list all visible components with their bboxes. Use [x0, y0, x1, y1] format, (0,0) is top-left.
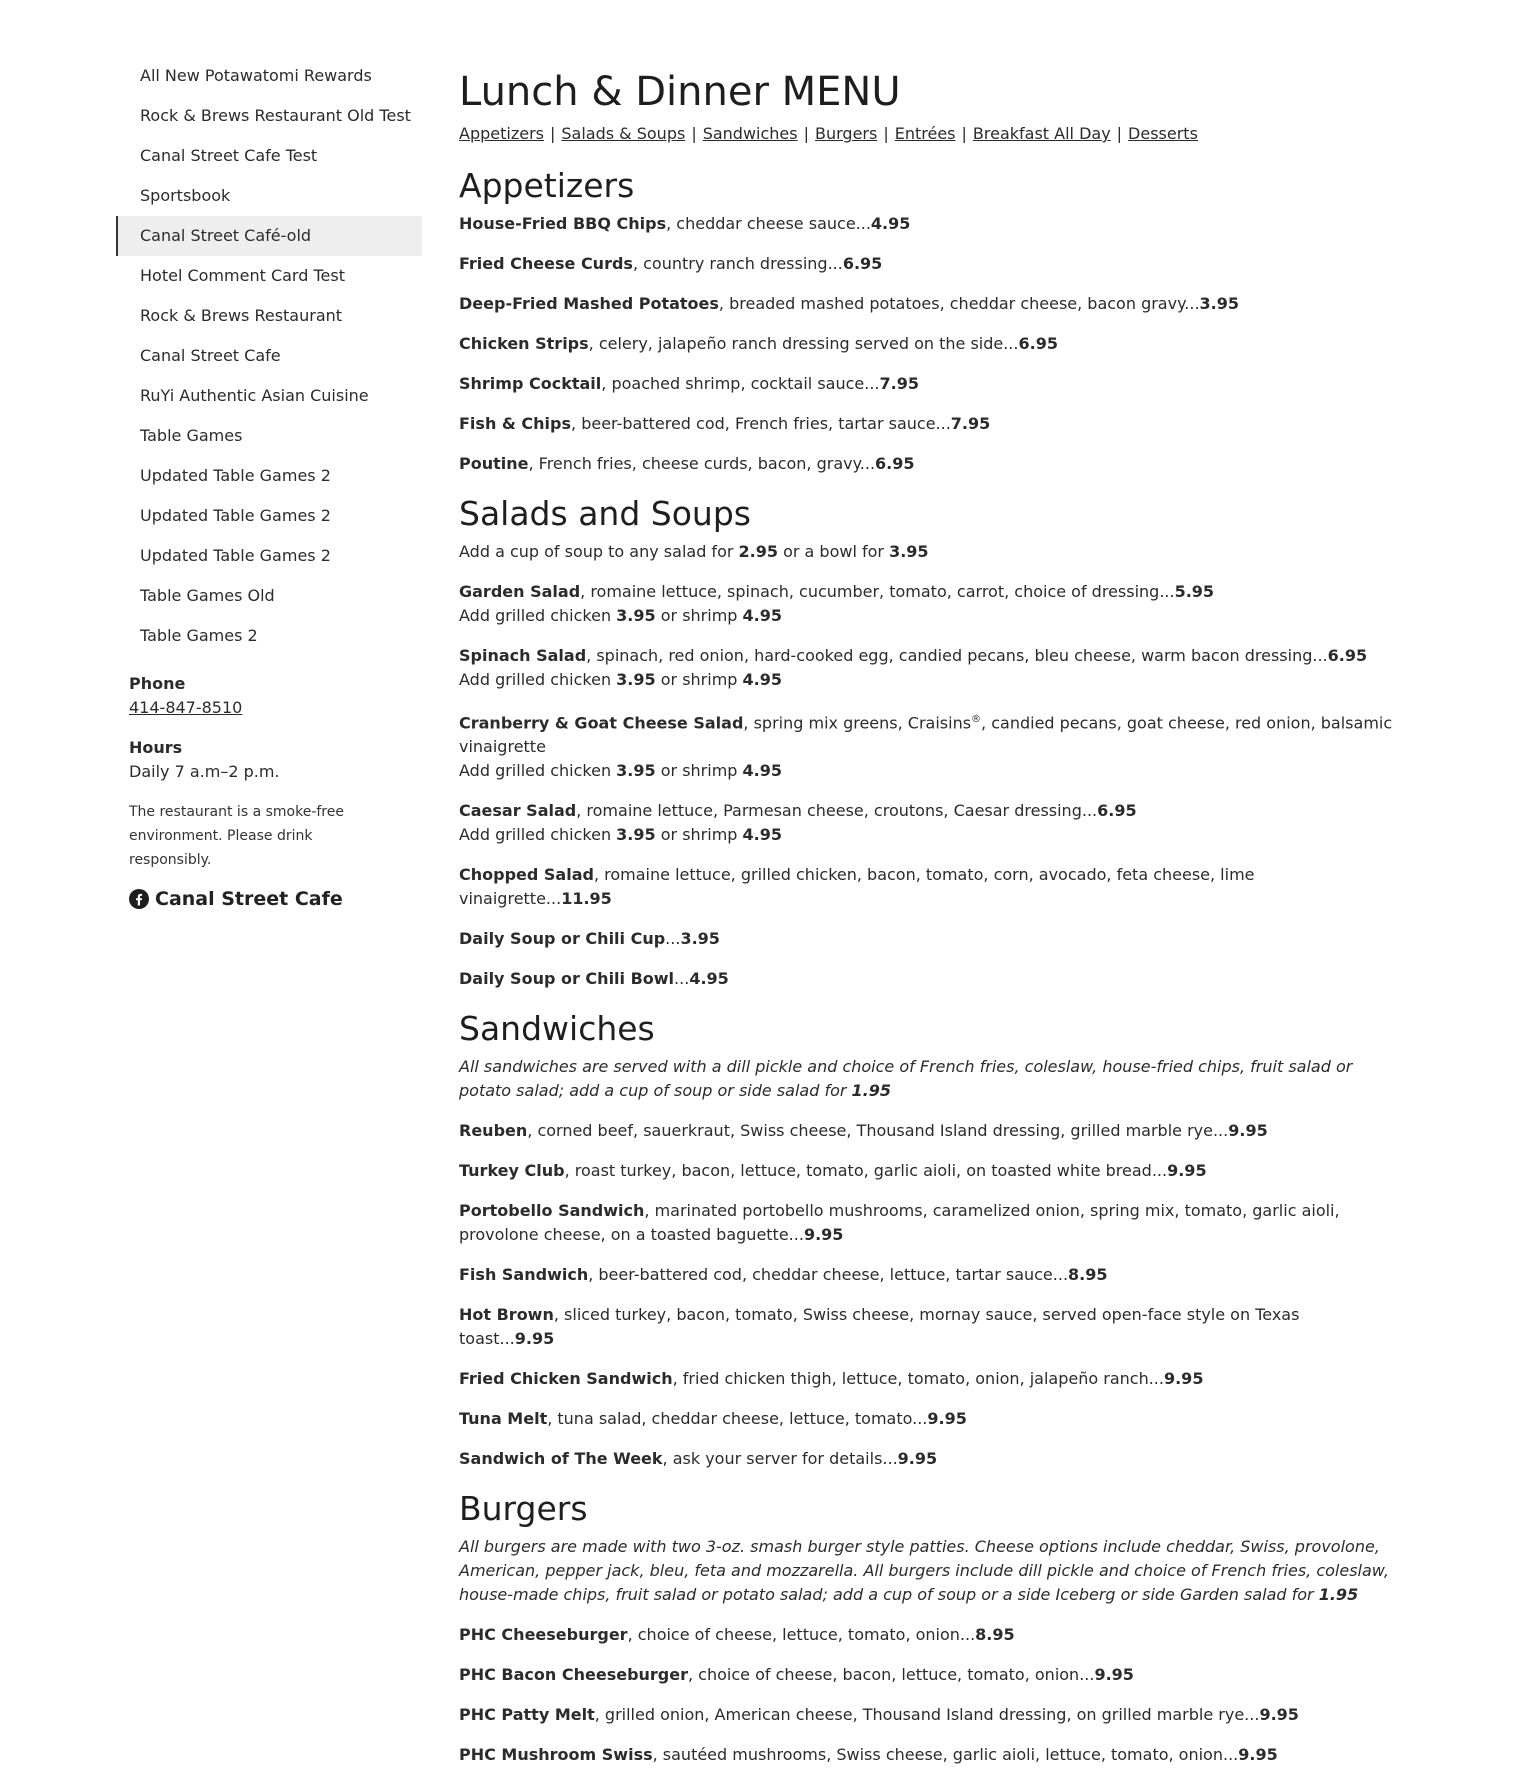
sidebar-item[interactable]: Canal Street Cafe	[140, 346, 281, 365]
section-heading-appetizers: Appetizers	[459, 166, 635, 205]
contact-info	[116, 672, 422, 910]
sidebar-item[interactable]: Hotel Comment Card Test	[140, 266, 345, 285]
menu-item: Sandwich of The Week, ask your server for details...9.95	[459, 1449, 938, 1469]
sidebar-item-active[interactable]: Canal Street Café-old	[116, 216, 422, 256]
tab-desserts[interactable]: Desserts	[1128, 124, 1198, 143]
sidebar-nav	[116, 56, 422, 656]
separator: |	[961, 124, 967, 143]
menu-item: PHC Patty Melt, grilled onion, American cheese, Thousand Island dressing, on grilled marble rye...9.95	[459, 1705, 1299, 1725]
menu-item: PHC Mushroom Swiss, sautéed mushrooms, Swiss cheese, garlic aioli, lettuce, tomato, onion...9.95	[459, 1745, 1278, 1765]
menu-item: Tuna Melt, tuna salad, cheddar cheese, lettuce, tomato...9.95	[459, 1409, 967, 1429]
tab-breakfast[interactable]: Breakfast All Day	[972, 124, 1111, 143]
menu-item: Spinach Salad, spinach, red onion, hard-cooked egg, candied pecans, bleu cheese, warm bacon dressing...6.95 Add grilled chicken 3.95 or shrimp 4.95	[459, 646, 1368, 689]
phone-link[interactable]: 414-847-8510	[129, 698, 243, 717]
menu-item: Daily Soup or Chili Cup...3.95	[459, 929, 720, 949]
sidebar-item[interactable]: Table Games 2	[140, 626, 258, 645]
sidebar-item[interactable]: Table Games	[140, 426, 243, 445]
sidebar-item[interactable]: Updated Table Games 2	[140, 546, 331, 565]
sidebar-item[interactable]: Updated Table Games 2	[140, 466, 331, 485]
sidebar-item[interactable]: Table Games Old	[140, 586, 275, 605]
separator: |	[883, 124, 889, 143]
section-intro: All burgers are made with two 3-oz. smash burger style patties. Cheese options include cheddar, Swiss, provolone, American, pepper jack, bleu, feta and mozzarella. All burgers include dill pickle and choice of French fries, coleslaw, house-made chips, fruit salad or potato salad; add a cup of soup or a side Iceberg or side Garden salad for 1.95	[459, 1537, 1389, 1605]
sidebar-item[interactable]: Sportsbook	[140, 186, 231, 205]
hours-value: Daily 7 a.m–2 p.m.	[129, 762, 280, 781]
sidebar-item[interactable]: Canal Street Cafe Test	[140, 146, 318, 165]
facebook-link[interactable]	[129, 888, 422, 910]
sidebar-item[interactable]: Updated Table Games 2	[140, 506, 331, 525]
sidebar-item[interactable]: RuYi Authentic Asian Cuisine	[140, 386, 369, 405]
separator: |	[549, 124, 556, 143]
menu-item: Fried Cheese Curds, country ranch dressing...6.95	[459, 254, 883, 273]
tab-salads-soups[interactable]: Salads & Soups	[561, 124, 686, 143]
menu-item: Reuben, corned beef, sauerkraut, Swiss cheese, Thousand Island dressing, grilled marble rye...9.95	[459, 1121, 1268, 1141]
separator: |	[803, 124, 809, 143]
tab-burgers[interactable]: Burgers	[815, 124, 878, 143]
menu-item: Chicken Strips, celery, jalapeño ranch dressing served on the side...6.95	[459, 334, 1058, 353]
phone-label: Phone	[129, 674, 186, 693]
page-title: Lunch & Dinner MENU	[459, 69, 901, 115]
menu-item: Deep-Fried Mashed Potatoes, breaded mashed potatoes, cheddar cheese, bacon gravy...3.95	[459, 294, 1240, 313]
facebook-label: Canal Street Cafe	[155, 888, 343, 910]
section-intro: Add a cup of soup to any salad for 2.95 or a bowl for 3.95	[459, 542, 929, 561]
menu-item: Fried Chicken Sandwich, fried chicken thigh, lettuce, tomato, onion, jalapeño ranch...9.95	[459, 1369, 1204, 1389]
menu-item: Fish & Chips, beer-battered cod, French fries, tartar sauce...7.95	[459, 414, 991, 433]
menu-section-links	[459, 120, 1399, 148]
menu-item: Fish Sandwich, beer-battered cod, cheddar cheese, lettuce, tartar sauce...8.95	[459, 1265, 1108, 1285]
menu-item: Garden Salad, romaine lettuce, spinach, cucumber, tomato, carrot, choice of dressing...5.95 Add grilled chicken 3.95 or shrimp 4.95	[459, 582, 1215, 625]
facebook-icon	[129, 889, 149, 909]
menu-item: House-Fried BBQ Chips, cheddar cheese sauce...4.95	[459, 214, 911, 233]
sidebar-item[interactable]: All New Potawatomi Rewards	[140, 66, 372, 85]
menu-item: Turkey Club, roast turkey, bacon, lettuce, tomato, garlic aioli, on toasted white bread...9.95	[459, 1161, 1207, 1181]
tab-entrees[interactable]: Entrées	[894, 124, 956, 143]
menu-item: Daily Soup or Chili Bowl...4.95	[459, 969, 729, 989]
menu-item: PHC Cheeseburger, choice of cheese, lettuce, tomato, onion...8.95	[459, 1625, 1015, 1645]
separator: |	[1116, 124, 1123, 143]
section-heading-burgers: Burgers	[459, 1489, 588, 1529]
smoke-free-note: The restaurant is a smoke-free environment. Please drink responsibly.	[129, 804, 344, 868]
menu-content	[459, 64, 1399, 1783]
tab-appetizers[interactable]: Appetizers	[459, 124, 544, 143]
menu-item: Portobello Sandwich, marinated portobello mushrooms, caramelized onion, spring mix, tomato, garlic aioli, provolone cheese, on a toasted baguette...9.95	[459, 1201, 1340, 1245]
menu-item: Poutine, French fries, cheese curds, bacon, gravy...6.95	[459, 454, 915, 473]
menu-item: Chopped Salad, romaine lettuce, grilled chicken, bacon, tomato, corn, avocado, feta cheese, lime vinaigrette...11.95	[459, 865, 1255, 909]
menu-item: Shrimp Cocktail, poached shrimp, cocktail sauce...7.95	[459, 374, 919, 393]
menu-item: Caesar Salad, romaine lettuce, Parmesan cheese, croutons, Caesar dressing...6.95 Add grilled chicken 3.95 or shrimp 4.95	[459, 801, 1137, 845]
sidebar-item[interactable]: Rock & Brews Restaurant Old Test	[140, 106, 411, 125]
menu-item: Cranberry & Goat Cheese Salad, spring mix greens, Craisins®, candied pecans, goat cheese, red onion, balsamic vinaigrette Add grilled chicken 3.95 or shrimp 4.95	[459, 713, 1393, 781]
menu-item: Hot Brown, sliced turkey, bacon, tomato, Swiss cheese, mornay sauce, served open-face style on Texas toast...9.95	[459, 1305, 1300, 1349]
menu-item: PHC Bacon Cheeseburger, choice of cheese, bacon, lettuce, tomato, onion...9.95	[459, 1665, 1134, 1685]
separator: |	[691, 124, 697, 143]
sidebar	[116, 56, 422, 910]
section-heading-sandwiches: Sandwiches	[459, 1009, 655, 1049]
tab-sandwiches[interactable]: Sandwiches	[702, 124, 798, 143]
hours-label: Hours	[129, 738, 183, 757]
section-intro: All sandwiches are served with a dill pickle and choice of French fries, coleslaw, house-fried chips, fruit salad or potato salad; add a cup of soup or side salad for 1.95	[459, 1057, 1353, 1101]
sidebar-item[interactable]: Rock & Brews Restaurant	[140, 306, 343, 325]
section-heading-salads: Salads and Soups	[459, 494, 751, 533]
